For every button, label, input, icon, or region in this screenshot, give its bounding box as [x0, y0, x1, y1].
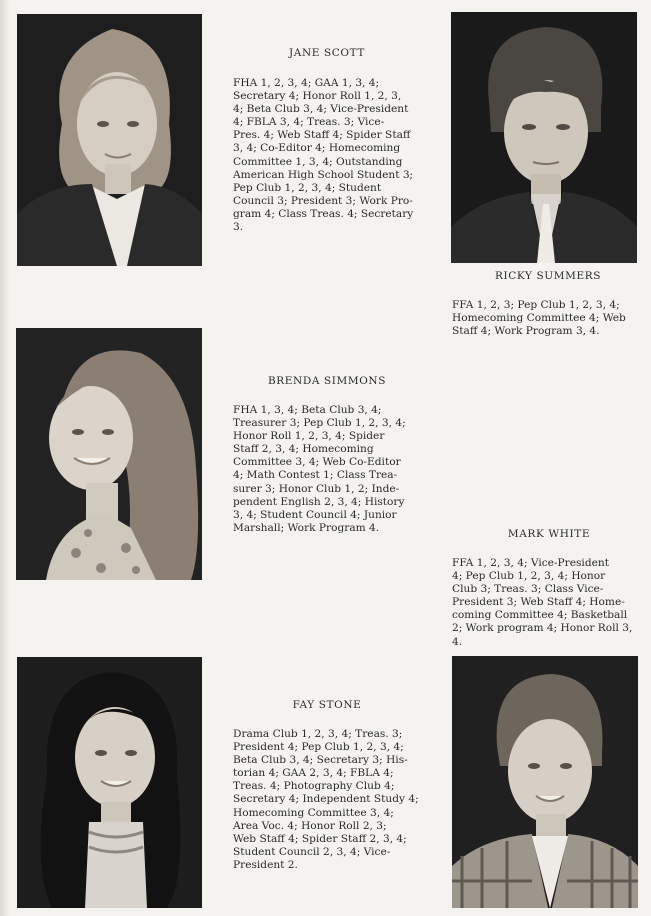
portrait-brenda-simmons — [16, 328, 202, 580]
portrait-mark-white — [452, 656, 638, 908]
student-bio-ricky-summers: FFA 1, 2, 3; Pep Club 1, 2, 3, 4; Homecoming Committee 4; Web Staff 4; Work Program 3, 4. — [452, 299, 626, 338]
student-name-fay-stone: FAY STONE — [292, 699, 362, 711]
portrait-ricky-summers — [451, 12, 637, 263]
student-bio-mark-white: FFA 1, 2, 3, 4; Vice-President 4; Pep Club 1, 2, 3, 4; Honor Club 3; Treas. 3; Class Vice- President 3; Web Staff 4; Home- coming Committee 4; Basketball 2; Work program 4; Honor Roll 3, 4. — [452, 557, 633, 648]
student-name-brenda-simmons: BRENDA SIMMONS — [267, 375, 387, 387]
student-bio-jane-scott: FHA 1, 2, 3, 4; GAA 1, 3, 4; Secretary 4; Honor Roll 1, 2, 3, 4; Beta Club 3, 4; Vice-President 4; FBLA 3, 4; Treas. 3; Vice- Pres. 4; Web Staff 4; Spider Staff 3, 4; Co-Editor 4; Homecoming Committee 1, 3, 4; Outstanding American High School Student 3; Pep Club 1, 2, 3, 4; Student Council 3; President 3; Work Pro- gram 4; Class Treas. 4; Secretary 3. — [233, 77, 414, 234]
portrait-fay-stone — [17, 657, 202, 908]
student-name-mark-white: MARK WHITE — [507, 528, 591, 540]
student-name-ricky-summers: RICKY SUMMERS — [494, 270, 602, 282]
portrait-jane-scott — [17, 14, 202, 266]
page-binding-edge — [0, 0, 10, 916]
student-bio-brenda-simmons: FHA 1, 3, 4; Beta Club 3, 4; Treasurer 3; Pep Club 1, 2, 3, 4; Honor Roll 1, 2, 3, 4; Spider Staff 2, 3, 4; Homecoming Committee 3, 4; Web Co-Editor 4; Math Contest 1; Class Trea- surer 3; Honor Club 1, 2; Inde- pendent English 2, 3, 4; History 3, 4; Student Council 4; Junior Marshall; Work Program 4. — [233, 404, 406, 534]
student-name-jane-scott: JANE SCOTT — [288, 47, 366, 59]
student-bio-fay-stone: Drama Club 1, 2, 3, 4; Treas. 3; President 4; Pep Club 1, 2, 3, 4; Beta Club 3, 4; Secretary 3; His- torian 4; GAA 2, 3, 4; FBLA 4; Treas. 4; Photography Club 4; Secretary 4; Independent Study 4; Homecoming Committee 3, 4; Area Voc. 4; Honor Roll 2, 3; Web Staff 4; Spider Staff 2, 3, 4; Student Council 2, 3, 4; Vice- President 2. — [233, 728, 419, 871]
